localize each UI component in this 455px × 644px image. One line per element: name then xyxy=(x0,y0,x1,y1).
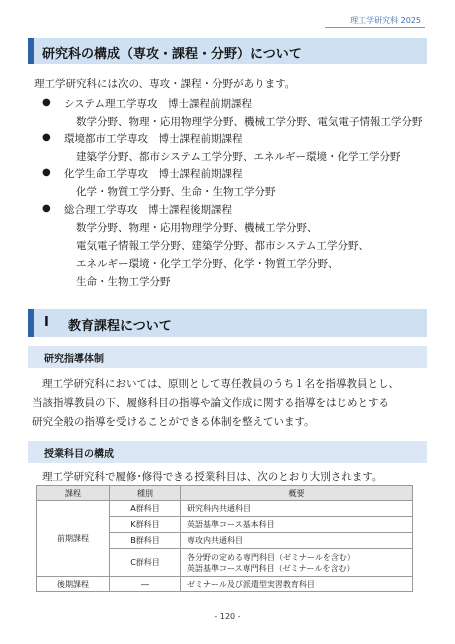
desc-line: 各分野の定める専門科目（ゼミナールを含む） xyxy=(187,552,355,562)
major-fields: 建築学分野、都市システム工学分野、エネルギー環境・化学工学分野 xyxy=(76,151,401,163)
type-cell: K群科目 xyxy=(110,517,181,533)
course-cell: 前期課程 xyxy=(37,501,110,577)
desc-cell: 英語基準コース基本科目 xyxy=(181,517,413,533)
paragraph-line: 当該指導教員の下、履修科目の指導や論文作成に関する指導をはじめとする xyxy=(32,397,389,409)
section-heading-curriculum xyxy=(28,309,427,337)
major-fields: 電気電子情報工学分野、建築学分野、都市システム工学分野、 xyxy=(76,240,369,252)
table-header-row xyxy=(37,486,413,501)
bullet-icon: ● xyxy=(42,167,51,178)
table-row xyxy=(37,577,413,592)
major-fields: 数学分野、物理・応用物理学分野、機械工学分野、電気電子情報工学分野 xyxy=(76,116,423,128)
major-name: 化学生命工学専攻 博士課程前期課程 xyxy=(64,168,243,180)
section-title: 教育課程について xyxy=(68,319,172,334)
type-cell: C群科目 xyxy=(110,549,181,577)
table-header: 課程 xyxy=(37,486,110,501)
section-title: 研究科の構成（専攻・課程・分野）について xyxy=(42,47,302,62)
table-row xyxy=(37,501,413,517)
desc-cell: 研究科内共通科目 xyxy=(181,501,413,517)
course-table xyxy=(36,485,413,592)
major-name: 環境都市工学専攻 博士課程前期課程 xyxy=(64,133,243,145)
section-number: I xyxy=(44,315,49,330)
major-name: 総合理工学専攻 博士課程後期課程 xyxy=(64,204,232,216)
guidance-paragraph xyxy=(32,375,424,432)
type-cell: A群科目 xyxy=(110,501,181,517)
subheading-research-guidance xyxy=(28,346,427,368)
major-fields: エネルギー環境・化学工学分野、化学・物質工学分野、 xyxy=(76,258,339,270)
desc-cell: 専攻内共通科目 xyxy=(181,533,413,549)
bullet-icon: ● xyxy=(42,97,51,108)
major-fields: 生命・生物工学分野 xyxy=(76,276,171,288)
major-name: システム理工学専攻 博士課程前期課程 xyxy=(64,98,252,110)
type-cell: B群科目 xyxy=(110,533,181,549)
desc-cell: ゼミナール及び派遣型実習教育科目 xyxy=(181,577,413,592)
paragraph-line: 研究全般の指導を受けることができる体制を整えています。 xyxy=(32,416,315,428)
major-fields: 数学分野、物理・応用物理学分野、機械工学分野、 xyxy=(76,222,318,234)
major-fields: 化学・物質工学分野、生命・生物工学分野 xyxy=(76,186,276,198)
desc-line: 英語基準コース専門科目（ゼミナールを含む） xyxy=(187,563,355,573)
header-rule xyxy=(325,27,425,28)
intro-text: 理工学研究科には次の、専攻・課程・分野があります。 xyxy=(34,78,296,90)
bullet-icon: ● xyxy=(42,132,51,143)
subheading-course-structure xyxy=(28,441,427,463)
desc-cell xyxy=(181,549,413,577)
page-number: - 120 - xyxy=(214,612,241,621)
table-header: 種別 xyxy=(110,486,181,501)
course-cell: 後期課程 xyxy=(37,577,110,592)
subheading-title: 授業科目の構成 xyxy=(44,449,114,460)
running-header: 理工学研究科 2025 xyxy=(350,16,421,25)
bullet-icon: ● xyxy=(42,203,51,214)
section-heading-structure xyxy=(28,38,427,64)
subheading-title: 研究指導体制 xyxy=(44,354,104,365)
table-header: 概要 xyxy=(181,486,413,501)
course-intro: 理工学研究科で履修･修得できる授業科目は、次のとおり大別されます。 xyxy=(42,471,383,483)
type-cell: ― xyxy=(110,577,181,592)
paragraph-line: 理工学研究科においては、原則として専任教員のうち１名を指導教員とし、 xyxy=(42,378,399,390)
